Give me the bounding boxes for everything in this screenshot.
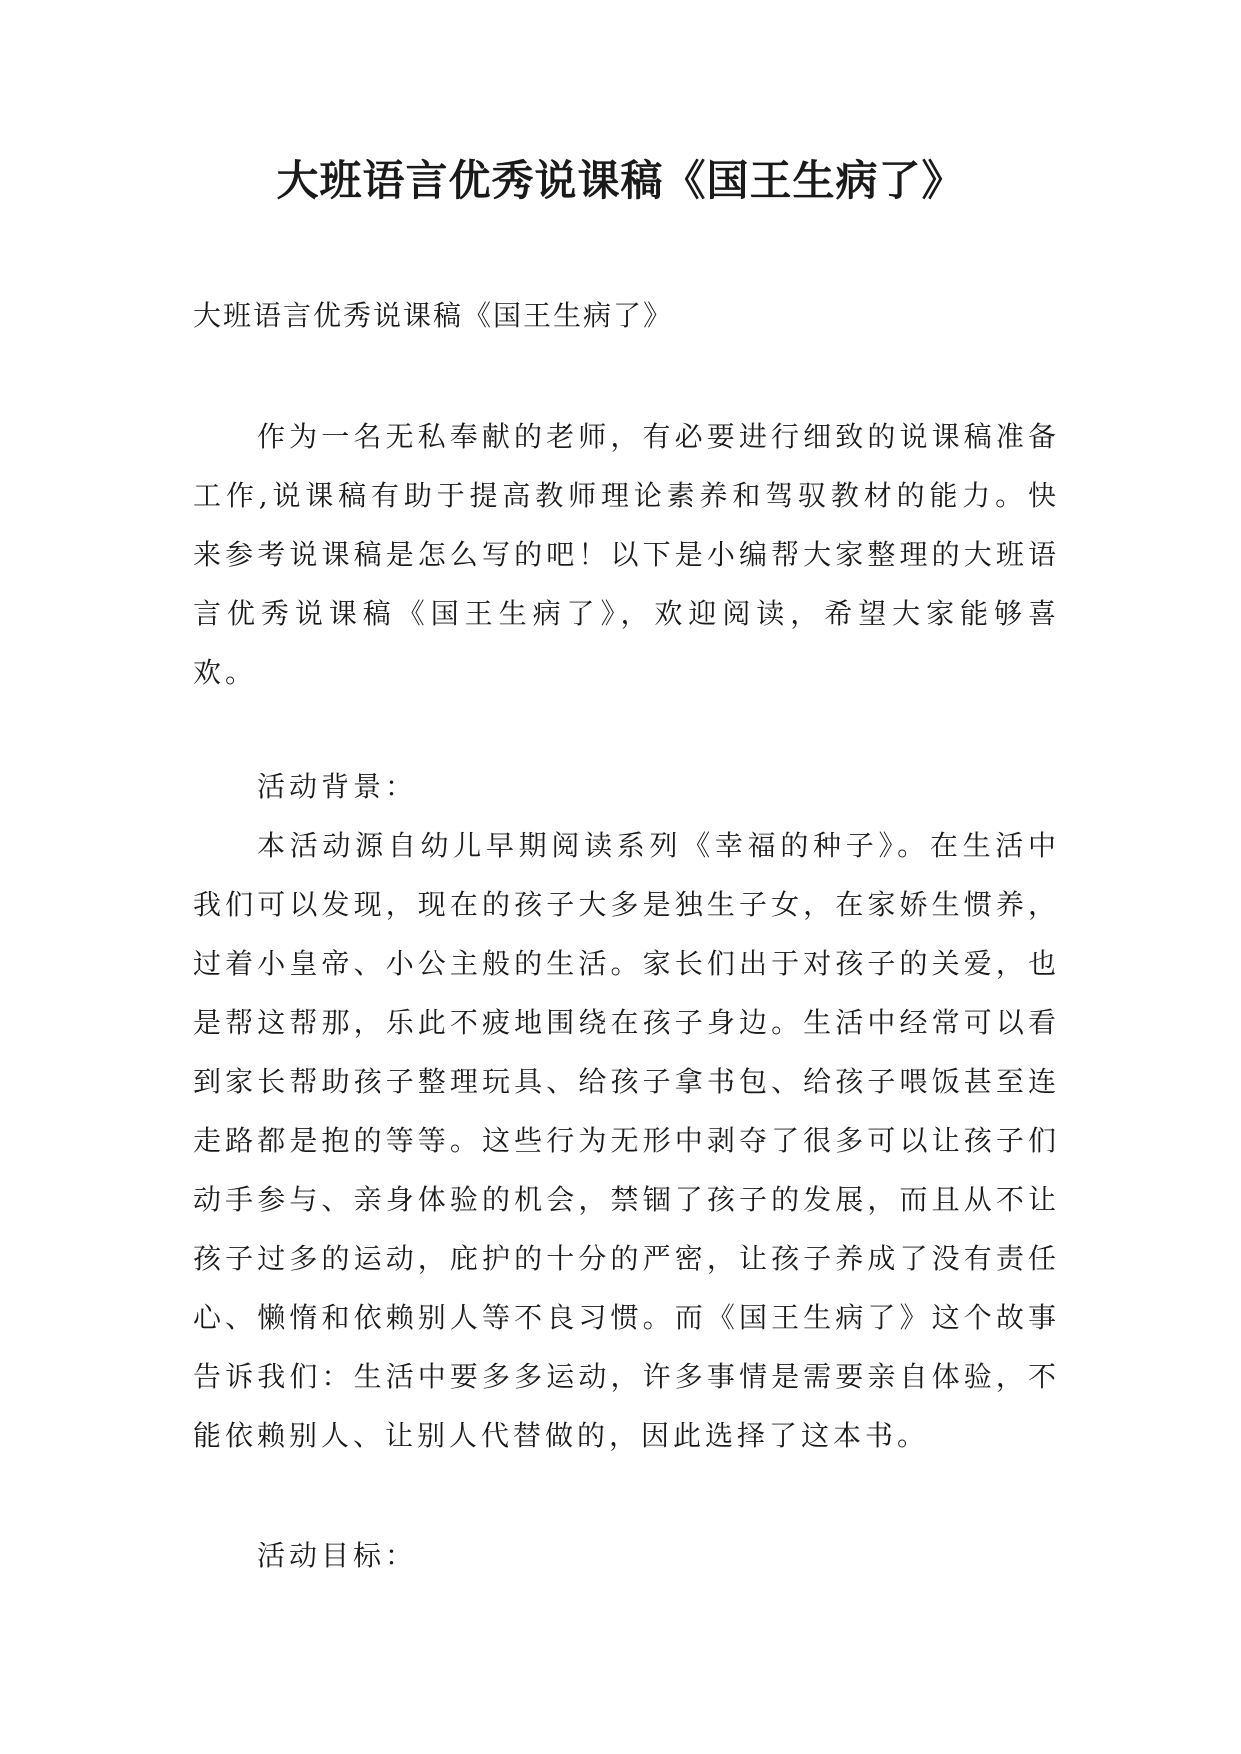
document-subtitle: 大班语言优秀说课稿《国王生病了》: [193, 299, 674, 332]
background-heading: 活动背景：: [257, 770, 418, 803]
intro-paragraph: 作为一名无私奉献的老师，有必要进行细致的说课稿准备工作,说课稿有助于提高教师理论素养和驾驭教材的能力。快来参考说课稿是怎么写的吧！以下是小编帮大家整理的大班语言优秀说课稿《国王生病了》，欢迎阅读，希望大家能够喜欢。: [193, 420, 1060, 689]
goals-heading: 活动目标：: [257, 1539, 418, 1572]
document-title: 大班语言优秀说课稿《国王生病了》: [276, 156, 965, 205]
background-paragraph: 本活动源自幼儿早期阅读系列《幸福的种子》。在生活中我们可以发现，现在的孩子大多是独生子女，在家娇生惯养，过着小皇帝、小公主般的生活。家长们出于对孩子的关爱，也是帮这帮那，乐此不疲地围绕在孩子身边。生活中经常可以看到家长帮助孩子整理玩具、给孩子拿书包、给孩子喂饭甚至连走路都是抱的等等。这些行为无形中剥夺了很多可以让孩子们动手参与、亲身体验的机会，禁锢了孩子的发展，而且从不让孩子过多的运动，庇护的十分的严密，让孩子养成了没有责任心、懒惰和依赖别人等不良习惯。而《国王生病了》这个故事告诉我们：生活中要多多运动，许多事情是需要亲自体验，不能依赖别人、让别人代替做的，因此选择了这本书。: [193, 829, 1060, 1452]
